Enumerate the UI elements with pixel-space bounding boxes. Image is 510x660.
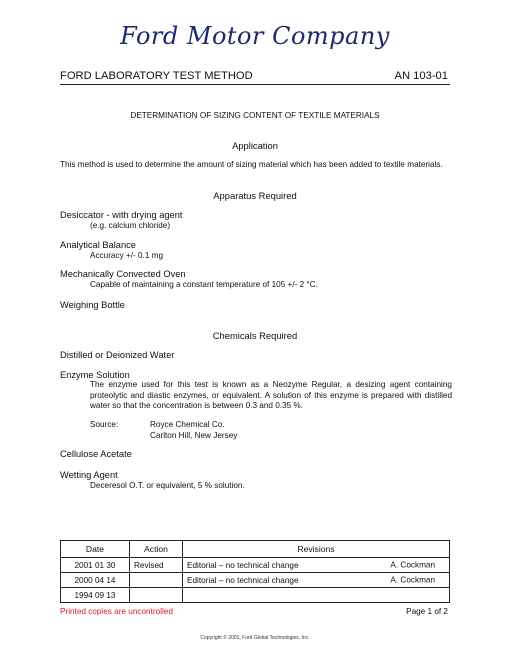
apparatus-item-weighing-bottle: Weighing Bottle [60, 300, 125, 310]
document-title: DETERMINATION OF SIZING CONTENT OF TEXTILE MATERIALS [130, 111, 380, 120]
row-revision-text: Editorial – no technical change [187, 560, 299, 570]
row-revision [183, 573, 450, 588]
apparatus-item-oven-detail: Capable of maintaining a constant temperature of 105 +/- 2 °C. [90, 280, 318, 289]
row-date: 1994 09 13 [61, 588, 130, 603]
apparatus-item-desiccator: Desiccator - with drying agent [60, 210, 183, 220]
row-date: 2000 04 14 [61, 573, 130, 588]
apparatus-item-balance-detail: Accuracy +/- 0.1 mg [90, 251, 164, 260]
row-action: Revised [130, 558, 183, 573]
ford-logo: Ford Motor Company [120, 22, 390, 50]
header-rule [60, 84, 450, 85]
row-date: 2001 01 30 [61, 558, 130, 573]
chemical-wetting-detail: Deceresol O.T. or equivalent, 5 % solution. [90, 481, 245, 490]
header-date: Date [61, 541, 130, 558]
row-action [130, 573, 183, 588]
apparatus-item-balance: Analytical Balance [60, 240, 136, 250]
document-number: AN 103-01 [394, 70, 448, 82]
revision-table-header [61, 541, 450, 558]
revision-table [60, 540, 450, 603]
table-row [61, 588, 450, 603]
row-action [130, 588, 183, 603]
application-text: This method is used to determine the amount of sizing material which has been added to textile materials. [60, 160, 443, 169]
chemical-water: Distilled or Deionized Water [60, 350, 175, 360]
header-revisions: Revisions [183, 541, 450, 558]
row-revision [183, 588, 450, 603]
chemical-acetate: Cellulose Acetate [60, 449, 132, 459]
apparatus-item-oven: Mechanically Convected Oven [60, 269, 186, 279]
apparatus-heading: Apparatus Required [213, 190, 297, 201]
table-row [61, 558, 450, 573]
row-revision [183, 558, 450, 573]
uncontrolled-copy-notice: Printed copies are uncontrolled [60, 607, 173, 616]
header-action: Action [130, 541, 183, 558]
page-number: Page 1 of 2 [406, 607, 448, 616]
chemical-enzyme-text: The enzyme used for this test is known as a Neozyme Regular, a desizing agent containing proteolytic and diastic enzymes, or equivalent. A solution of this enzyme is prepared with distilled water so that the concentration is between 0.3 and 0.35 %. [90, 380, 452, 411]
enzyme-source-line2: Carlton Hill, New Jersey [150, 431, 238, 440]
chemicals-heading: Chemicals Required [212, 330, 298, 341]
enzyme-source-label: Source: [90, 420, 119, 429]
document-type: FORD LABORATORY TEST METHOD [60, 70, 253, 82]
enzyme-source-line1: Royce Chemical Co. [150, 420, 225, 429]
copyright-notice: Copyright © 2001, Ford Global Technologies, Inc. [200, 635, 310, 641]
row-revision-text: Editorial – no technical change [187, 575, 299, 585]
chemical-wetting-label: Wetting Agent [60, 470, 118, 480]
table-row [61, 573, 450, 588]
application-heading: Application [232, 140, 278, 151]
row-author: A. Cockman [390, 560, 435, 570]
apparatus-item-desiccator-detail: (e.g. calcium chloride) [90, 221, 171, 230]
row-author: A. Cockman [390, 575, 435, 585]
chemical-enzyme-label: Enzyme Solution [60, 370, 130, 380]
